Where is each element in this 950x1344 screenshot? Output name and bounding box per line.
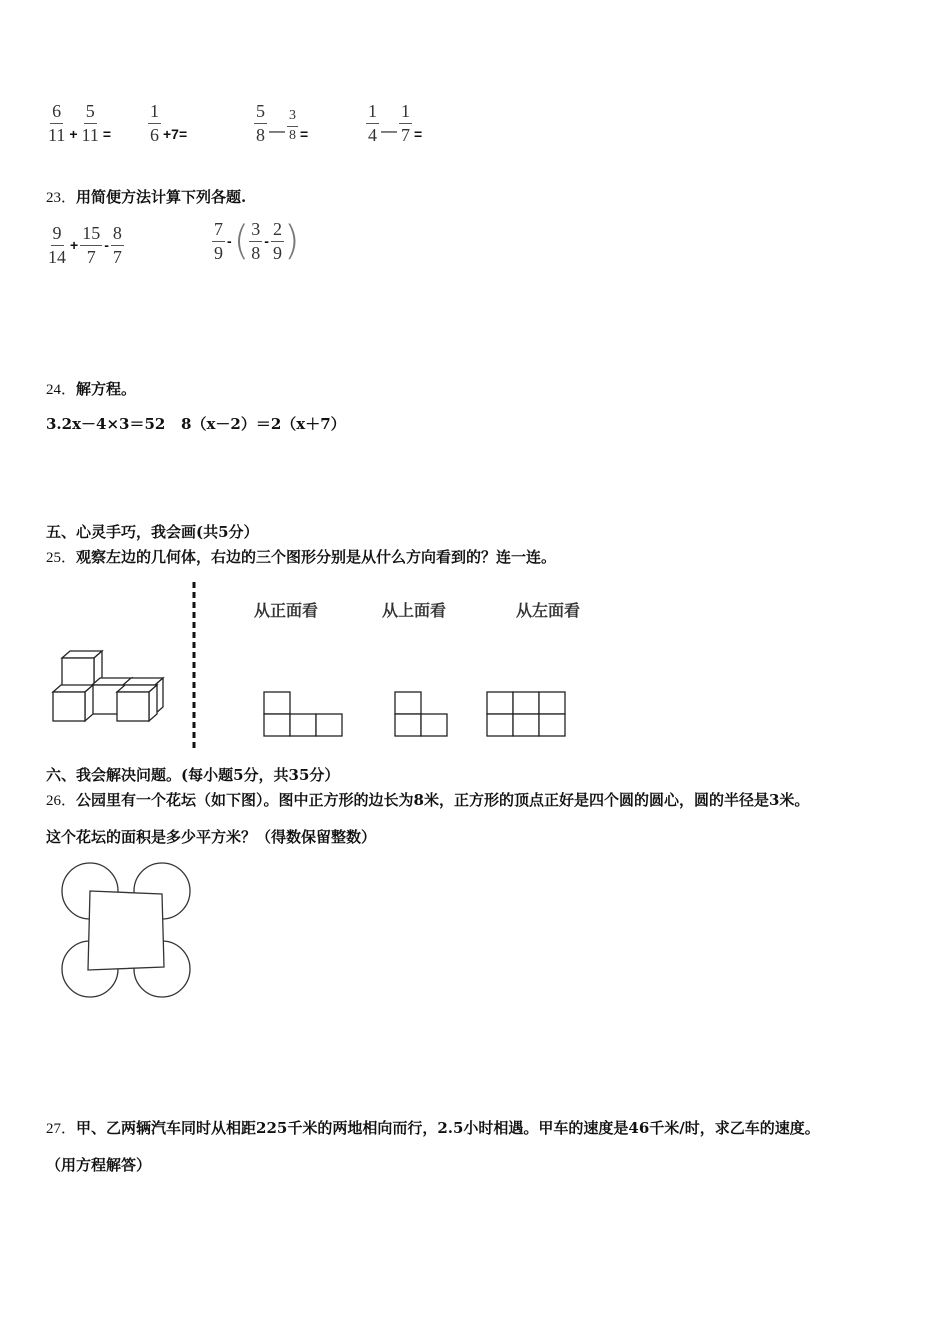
- plus-sign: +: [70, 237, 79, 254]
- cube-solid-figure: [48, 648, 173, 723]
- fraction: $\frac{1}{6}$: [150, 101, 159, 145]
- question-number: 25．: [46, 550, 77, 566]
- question-number: 23．: [46, 190, 77, 206]
- fraction: $\frac{5}{11}$: [81, 101, 99, 145]
- view-label-front: 从正面看: [254, 601, 319, 620]
- equals-sign: =: [300, 126, 309, 143]
- fraction: $\frac{5}{8}$: [256, 101, 265, 145]
- question-text: 解方程。: [76, 380, 137, 398]
- q22-item-1: [46, 102, 113, 145]
- fraction: $\frac{3}{8}$: [251, 219, 261, 263]
- minus-sign: -: [104, 237, 109, 254]
- q24-heading: [46, 378, 136, 399]
- fraction: $\frac{3}{8}$: [289, 108, 296, 143]
- fraction: $\frac{1}{7}$: [401, 101, 410, 145]
- q25-heading: [46, 546, 556, 567]
- fraction: $\frac{8}{7}$: [112, 223, 122, 267]
- fraction: $\frac{1}{4}$: [368, 101, 377, 145]
- fraction: $\frac{15}{7}$: [82, 223, 101, 267]
- section-6-title: 六、我会解决问题。(每小题5分，共35分）: [46, 766, 340, 784]
- view-shape-3: [486, 691, 568, 737]
- fraction: $\frac{2}{9}$: [272, 219, 282, 263]
- q23-expression-2: [212, 220, 300, 263]
- question-text: 用简便方法计算下列各题.: [76, 188, 247, 206]
- equals-sign: =: [102, 126, 112, 143]
- q24-equations: 3.2x－4×3＝52 8（x－2）＝2（x＋7）: [46, 415, 346, 433]
- question-number: 24．: [46, 382, 77, 398]
- view-shape-2: [394, 691, 450, 737]
- q22-item-3: [254, 102, 310, 145]
- fraction: $\frac{9}{14}$: [48, 223, 66, 267]
- fraction: $\frac{6}{11}$: [48, 101, 66, 145]
- question-number: 27．: [46, 1121, 77, 1137]
- minus-sign: -: [264, 233, 269, 250]
- question-text: 甲、乙两辆汽车同时从相距225千米的两地相向而行，2.5小时相遇。甲车的速度是46千米/时，求乙车的速度。: [76, 1119, 820, 1137]
- equals-sign: =: [414, 126, 423, 143]
- q26-heading: [46, 789, 809, 810]
- view-label-top: 从上面看: [382, 601, 447, 620]
- q22-item-4: [366, 102, 424, 145]
- view-shape-1: [263, 691, 345, 737]
- fraction: $\frac{7}{9}$: [214, 219, 223, 263]
- plus-sign: +: [69, 126, 78, 143]
- q23-expression-1: [46, 224, 124, 267]
- flower-bed-figure: [58, 862, 194, 1002]
- q27-text-line-2: （用方程解答）: [46, 1156, 152, 1174]
- section-5-title: 五、心灵手巧，我会画(共5分）: [46, 523, 259, 541]
- right-paren: ): [283, 218, 300, 265]
- expression-tail: +7=: [163, 126, 188, 143]
- q27-heading: [46, 1117, 820, 1138]
- view-label-left: 从左面看: [516, 601, 581, 620]
- q23-heading: [46, 186, 246, 207]
- question-text: 观察左边的几何体，右边的三个图形分别是从什么方向看到的？连一连。: [76, 548, 557, 566]
- minus-sign: -: [227, 233, 232, 250]
- left-paren: (: [233, 218, 250, 265]
- q26-text-line-2: 这个花坛的面积是多少平方米？（得数保留整数）: [46, 828, 377, 846]
- question-number: 26．: [46, 793, 77, 809]
- dashed-divider: [192, 582, 196, 752]
- question-text: 公园里有一个花坛（如下图）。图中正方形的边长为8米，正方形的顶点正好是四个圆的圆心，圆的半径是3米。: [76, 791, 810, 809]
- minus-sign: —: [381, 123, 397, 141]
- minus-sign: —: [269, 123, 285, 141]
- q22-item-2: [148, 102, 189, 145]
